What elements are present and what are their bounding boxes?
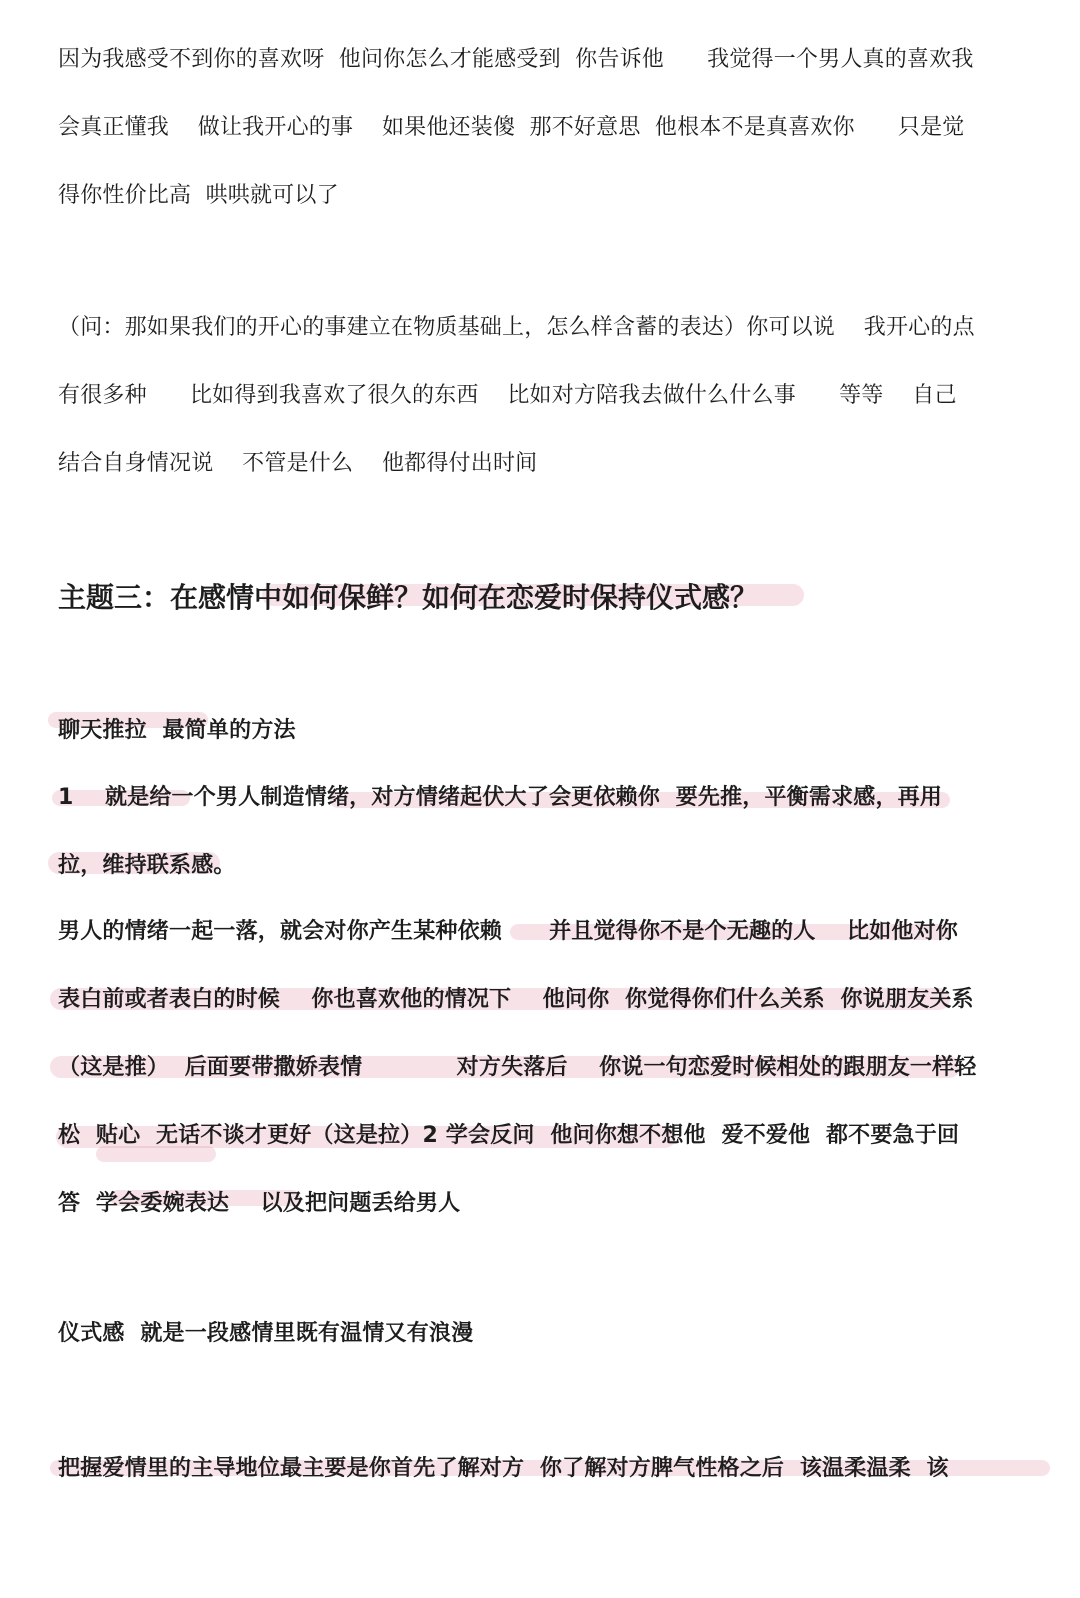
paragraph-material-question: （问：那如果我们的开心的事建立在物质基础上，怎么样含蓄的表达）你可以说 我开心的点有很多种 比如得到我喜欢了很久的东西 比如对方陪我去做什么什么事 等等 自己结合自身情况说 不管是什么 他都得付出时间 bbox=[58, 315, 975, 476]
paragraph-dominance: 把握爱情里的主导地位最主要是你首先了解对方 你了解对方脾气性格之后 该温柔温柔 该 bbox=[58, 1456, 949, 1481]
paragraph-like-signals: 因为我感受不到你的喜欢呀 他问你怎么才能感受到 你告诉他 我觉得一个男人真的喜欢我 会真正懂我 做让我开心的事 如果他还装傻 那不好意思 他根本不是真喜欢你 只是觉得你性价比高 哄哄就可以了 bbox=[58, 47, 1003, 208]
subheading-push-pull: 聊天推拉 最简单的方法 bbox=[58, 718, 296, 743]
paragraph-ritual-definition: 仪式感 就是一段感情里既有温情又有浪漫 bbox=[58, 1321, 474, 1346]
section-heading-topic-three: 主题三：在感情中如何保鲜？如何在恋爱时保持仪式感？ bbox=[58, 581, 759, 614]
paragraph-push-pull-method: 1 就是给一个男人制造情绪，对方情绪起伏大了会更依赖你 要先推，平衡需求感，再用拉，维持联系感。 bbox=[58, 785, 943, 878]
paragraph-emotional-dependence: 男人的情绪一起一落，就会对你产生某种依赖 并且觉得你不是个无趣的人 比如他对你表白前或者表白的时候 你也喜欢他的情况下 他问你 你觉得你们什么关系 你说朋友关系（这是推） 后面要带撒娇表情 对方失落后 你说一句恋爱时候相处的跟朋友一样轻松 贴心 无话不谈才更好（这是拉）2 学会反问 他问你想不想他 爱不爱他 都不要急于回答 学会委婉表达 以及把问题丢给男人 bbox=[58, 919, 977, 1216]
